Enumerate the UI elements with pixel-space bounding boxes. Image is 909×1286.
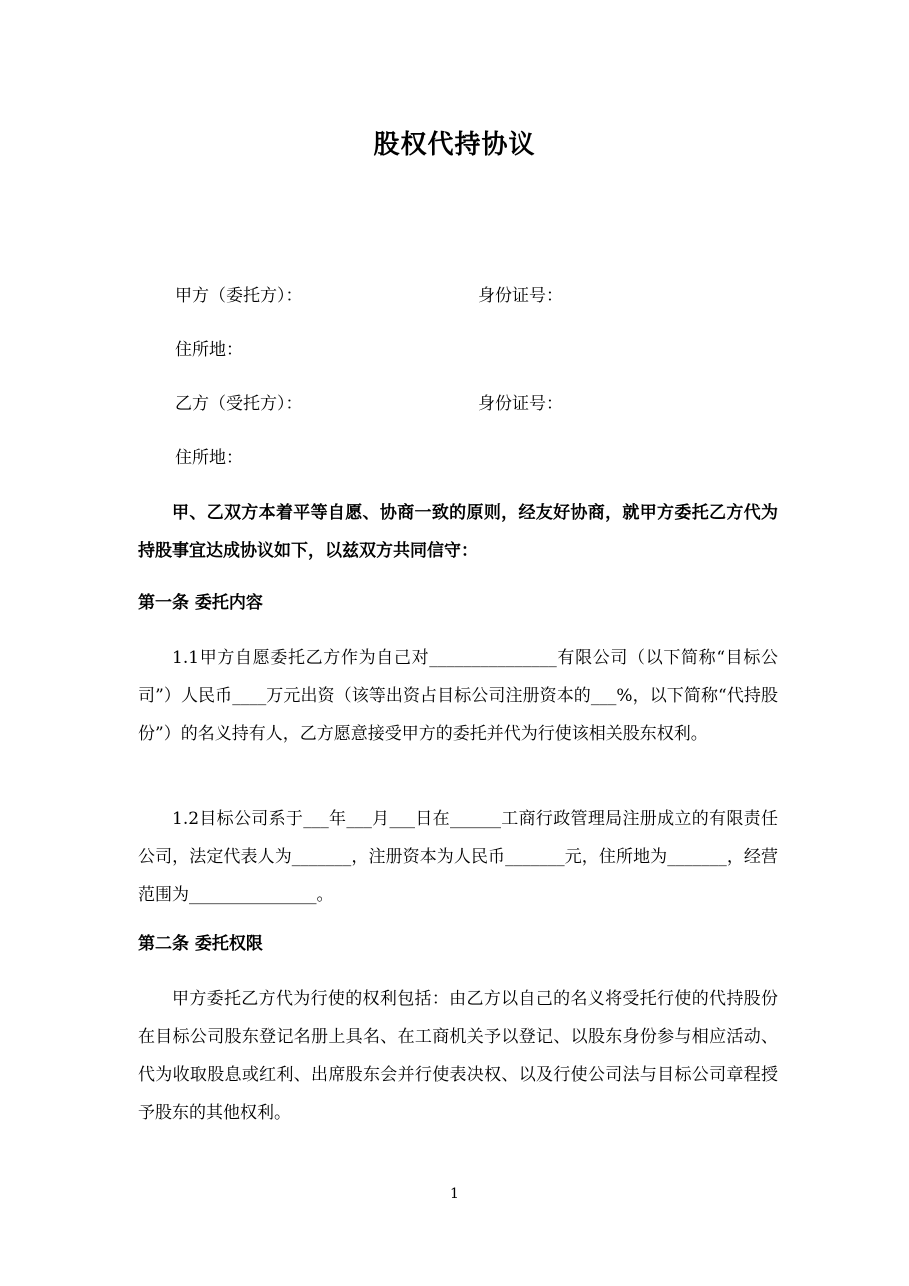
document-title: 股权代持协议 — [373, 130, 536, 160]
party-b-label: 乙方（受托方）： — [175, 394, 303, 414]
article-2-body: 甲方委托乙方代为行使的权利包括：由乙方以自己的名义将受托行使的代持股份在目标公司股东登记名册上具名、在工商机关予以登记、以股东身份参与相应活动、代为收取股息或红利、出席股东会并行使表决权、以及行使公司法与目标公司章程授予股东的其他权利。 — [138, 989, 778, 1123]
party-a-id-label: 身份证号： — [478, 286, 563, 306]
article-1-heading: 第一条 委托内容 — [138, 593, 263, 613]
preamble-paragraph: 甲、乙双方本着平等自愿、协商一致的原则，经友好协商，就甲方委托乙方代为持股事宜达成协议如下，以兹双方共同信守： — [138, 503, 778, 561]
article-2-heading: 第二条 委托权限 — [138, 934, 263, 954]
party-b-id-label: 身份证号： — [478, 394, 563, 414]
clause-1-1: 1.1甲方自愿委托乙方作为自己对_______________有限公司（以下简称“目标公司”）人民币____万元出资（该等出资占目标公司注册资本的___%，以下简称“代持股份”）的名义持有人，乙方愿意接受甲方的委托并代为行使该相关股东权利。 — [138, 648, 778, 744]
party-b-address-label: 住所地： — [175, 448, 243, 468]
clause-1-2: 1.2目标公司系于___年___月___日在______工商行政管理局注册成立的有限责任公司，法定代表人为_______，注册资本为人民币_______元，住所地为_______，经营范围为_______________。 — [138, 809, 778, 905]
party-a-label: 甲方（委托方）： — [175, 286, 303, 306]
party-a-address-label: 住所地： — [175, 340, 243, 360]
page-number: 1 — [450, 1186, 459, 1202]
